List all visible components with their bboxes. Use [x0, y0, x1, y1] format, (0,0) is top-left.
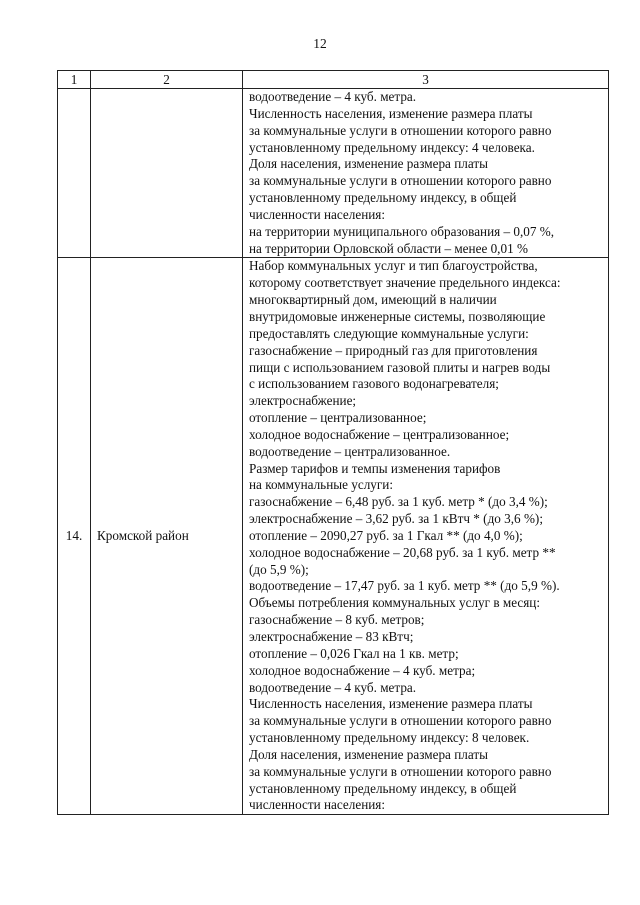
- text-line: за коммунальные услуги в отношении которого равно: [249, 122, 552, 138]
- text-line: водоотведение – 4 куб. метра.: [249, 679, 417, 695]
- text-line: с использованием газового водонагревателя;: [249, 376, 499, 392]
- text-line: Размер тарифов и темпы изменения тарифов: [249, 460, 501, 476]
- text-line: электроснабжение – 3,62 руб. за 1 кВтч * (до 3,6 %);: [249, 511, 543, 527]
- text-line: которому соответствует значение предельного индекса:: [249, 275, 561, 291]
- text-line: численности населения:: [249, 206, 386, 222]
- text-line: холодное водоснабжение – 4 куб. метра;: [249, 662, 476, 678]
- row-text: [243, 258, 609, 815]
- document-table: [57, 70, 609, 815]
- text-line: газоснабжение – 8 куб. метров;: [249, 612, 425, 628]
- text-line: водоотведение – централизованное.: [249, 443, 451, 459]
- header-col-1: 1: [58, 71, 91, 89]
- row-text: [243, 89, 609, 258]
- text-line: отопление – 0,026 Гкал на 1 кв. метр;: [249, 645, 459, 661]
- text-line: пищи с использованием газовой плиты и нагрев воды: [249, 359, 551, 375]
- text-line: на коммунальные услуги:: [249, 477, 394, 493]
- text-line: установленному предельному индексу, в общей: [249, 780, 517, 796]
- text-line: за коммунальные услуги в отношении которого равно: [249, 763, 552, 779]
- text-line: газоснабжение – 6,48 руб. за 1 куб. метр * (до 3,4 %);: [249, 494, 548, 510]
- text-line: (до 5,9 %);: [249, 561, 309, 577]
- text-line: водоотведение – 17,47 руб. за 1 куб. метр ** (до 5,9 %).: [249, 578, 560, 594]
- text-line: установленному предельному индексу: 4 человека.: [249, 139, 535, 155]
- text-line: Доля населения, изменение размера платы: [249, 746, 488, 762]
- text-line: установленному предельному индексу, в общей: [249, 190, 517, 206]
- text-line: предоставлять следующие коммунальные услуги:: [249, 325, 529, 341]
- text-line: за коммунальные услуги в отношении которого равно: [249, 713, 552, 729]
- page-number: 12: [313, 36, 327, 51]
- table-header-row: [58, 71, 609, 89]
- text-line: отопление – 2090,27 руб. за 1 Гкал ** (до 4,0 %);: [249, 527, 523, 543]
- text-line: Набор коммунальных услуг и тип благоустройства,: [249, 258, 538, 274]
- text-line: установленному предельному индексу: 8 человек.: [249, 730, 530, 746]
- header-col-2: 2: [91, 71, 243, 89]
- district-name: [91, 89, 243, 258]
- text-line: Численность населения, изменение размера платы: [249, 105, 533, 121]
- district-name: Кромской район: [91, 258, 243, 815]
- table-row: [58, 89, 609, 258]
- text-line: газоснабжение – природный газ для приготовления: [249, 342, 538, 358]
- text-line: холодное водоснабжение – 20,68 руб. за 1 куб. метр **: [249, 544, 556, 560]
- text-line: электроснабжение;: [249, 393, 357, 409]
- text-line: электроснабжение – 83 кВтч;: [249, 629, 414, 644]
- text-line: внутридомовые инженерные системы, позволяющие: [249, 308, 546, 324]
- row-number: [58, 89, 91, 258]
- text-line: за коммунальные услуги в отношении которого равно: [249, 173, 552, 189]
- text-line: отопление – централизованное;: [249, 410, 427, 426]
- table-row: [58, 258, 609, 815]
- text-line: Доля населения, изменение размера платы: [249, 156, 488, 172]
- header-col-3: 3: [243, 71, 609, 89]
- text-line: холодное водоснабжение – централизованное;: [249, 426, 510, 442]
- text-line: многоквартирный дом, имеющий в наличии: [249, 292, 497, 308]
- text-line: Численность населения, изменение размера платы: [249, 696, 533, 712]
- text-line: на территории Орловской области – менее 0,01 %: [249, 240, 528, 256]
- text-line: водоотведение – 4 куб. метра.: [249, 89, 417, 104]
- text-line: на территории муниципального образования – 0,07 %,: [249, 223, 555, 239]
- row-number: 14.: [58, 258, 91, 815]
- text-line: Объемы потребления коммунальных услуг в месяц:: [249, 595, 541, 611]
- text-line: численности населения:: [249, 797, 386, 813]
